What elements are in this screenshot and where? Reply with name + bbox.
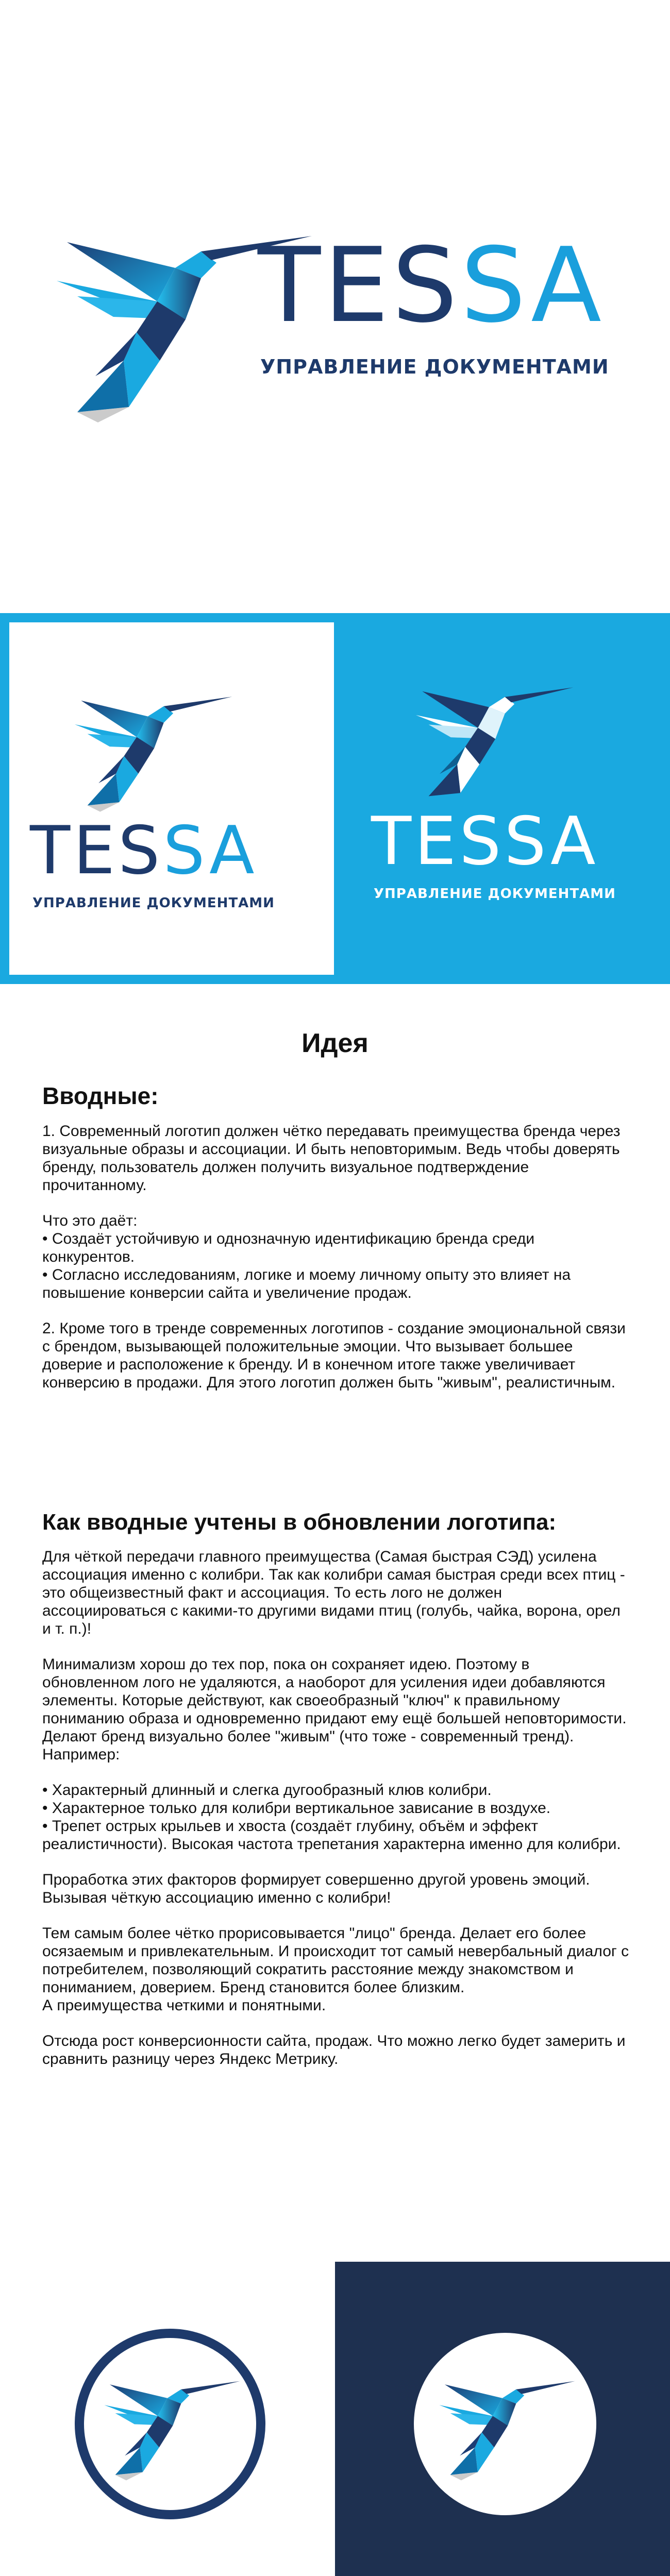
brand-tagline: УПРАВЛЕНИЕ ДОКУМЕНТАМИ [260, 355, 609, 378]
intro-paragraph: Что это даёт: • Создаёт устойчивую и однозначную идентификацию бренда среди конкурентов. • Согласно исследованиям, логике и моему личному опыту это влияет на повышение конверсии сайта и увеличение продаж. [42, 1212, 571, 1301]
brand-wordmark [258, 226, 605, 346]
update-paragraph: Тем самым более чётко прорисовывается "лицо" бренда. Делает его более осязаемым и привлекательным. И происходит тот самый невербальный диалог с потребителем, позволяющий сократить расстояние между знакомством и пониманием, доверием. Бренд становится более близким. А преимущества четкими и понятными. [42, 1925, 629, 2014]
intro-paragraph: 2. Кроме того в тренде современных логотипов - создание эмоциональной связи с брендом, вызывающей положительные эмоции. Что вызывает большее доверие и расположение к бренду. И в конечном итоге также увеличивает конверсию в продажи. Для этого логотип должен быть "живым", реалистичным. [42, 1320, 626, 1391]
idea-section [0, 984, 670, 2262]
brand-name-part2: SA [163, 812, 258, 889]
update-heading: Как вводные учтены в обновлении логотипа: [42, 1510, 557, 1535]
update-paragraph: • Характерный длинный и слегка дугообразный клюв колибри. • Характерное только для колибри вертикальное зависание в воздухе. • Трепет острых крыльев и хвоста (создаёт глубину, объём и эффект реалистичности). Высокая частота трепетания характерна именно для колибри. [42, 1782, 621, 1853]
brand-tagline-dark: УПРАВЛЕНИЕ ДОКУМЕНТАМИ [374, 886, 616, 902]
hummingbird-logo-icon [66, 669, 236, 818]
update-block [42, 1510, 630, 2086]
update-paragraph: Для чёткой передачи главного преимущества (Самая быстрая СЭД) усилена ассоциация именно с колибри. Так как колибри самая быстрая среди всех птиц - это общеизвестный факт и ассоциация. То есть лого не должен ассоциироваться с какими-то другими видами птиц (голубь, чайка, ворона, орел и т. п.)! [42, 1548, 625, 1637]
logo-hero-section [0, 0, 670, 603]
brand-tagline-light: УПРАВЛЕНИЕ ДОКУМЕНТАМИ [32, 895, 275, 911]
update-paragraph: Проработка этих факторов формирует совершенно другой уровень эмоций. Вызывая чёткую ассоциацию именно с колибри! [42, 1871, 590, 1906]
intro-block [42, 1082, 630, 1409]
hummingbird-round-icon [433, 2357, 577, 2486]
brand-name-part2: SA [460, 226, 605, 346]
intro-heading: Вводные: [42, 1082, 159, 1109]
hummingbird-logo-icon [407, 659, 577, 809]
brand-name-part1: TES [30, 812, 163, 889]
idea-title: Идея [301, 1028, 368, 1058]
update-paragraph: Минимализм хорош до тех пор, пока он сохраняет идею. Поэтому в обновленном лого не удаляются, а наоборот для усиления идеи добавляются элементы. Которые действуют, как своеобразный "ключ" к правильному пониманию образа и одновременно придают ему ещё большей неповторимости. Делают бренд визуально более "живым" (что тоже - современный тренд). Например: [42, 1656, 627, 1763]
brand-name-part1: TES [258, 226, 461, 346]
hummingbird-round-icon [98, 2357, 242, 2486]
logo-variants-section [0, 613, 670, 984]
brand-wordmark-dark: TESSA [371, 803, 599, 880]
round-marks-section [0, 2262, 670, 2576]
intro-paragraph: 1. Современный логотип должен чётко передавать преимущества бренда через визуальные образы и ассоциации. И быть неповторимым. Ведь чтобы доверять бренду, пользователь должен получить визуальное подтверждение прочитанному. [42, 1123, 621, 1194]
light-variant-panel [9, 622, 334, 975]
update-paragraph: Отсюда рост конверсионности сайта, продаж. Что можно легко будет замерить и сравнить разницу через Яндекс Метрику. [42, 2032, 626, 2067]
brand-wordmark-light [30, 812, 258, 889]
